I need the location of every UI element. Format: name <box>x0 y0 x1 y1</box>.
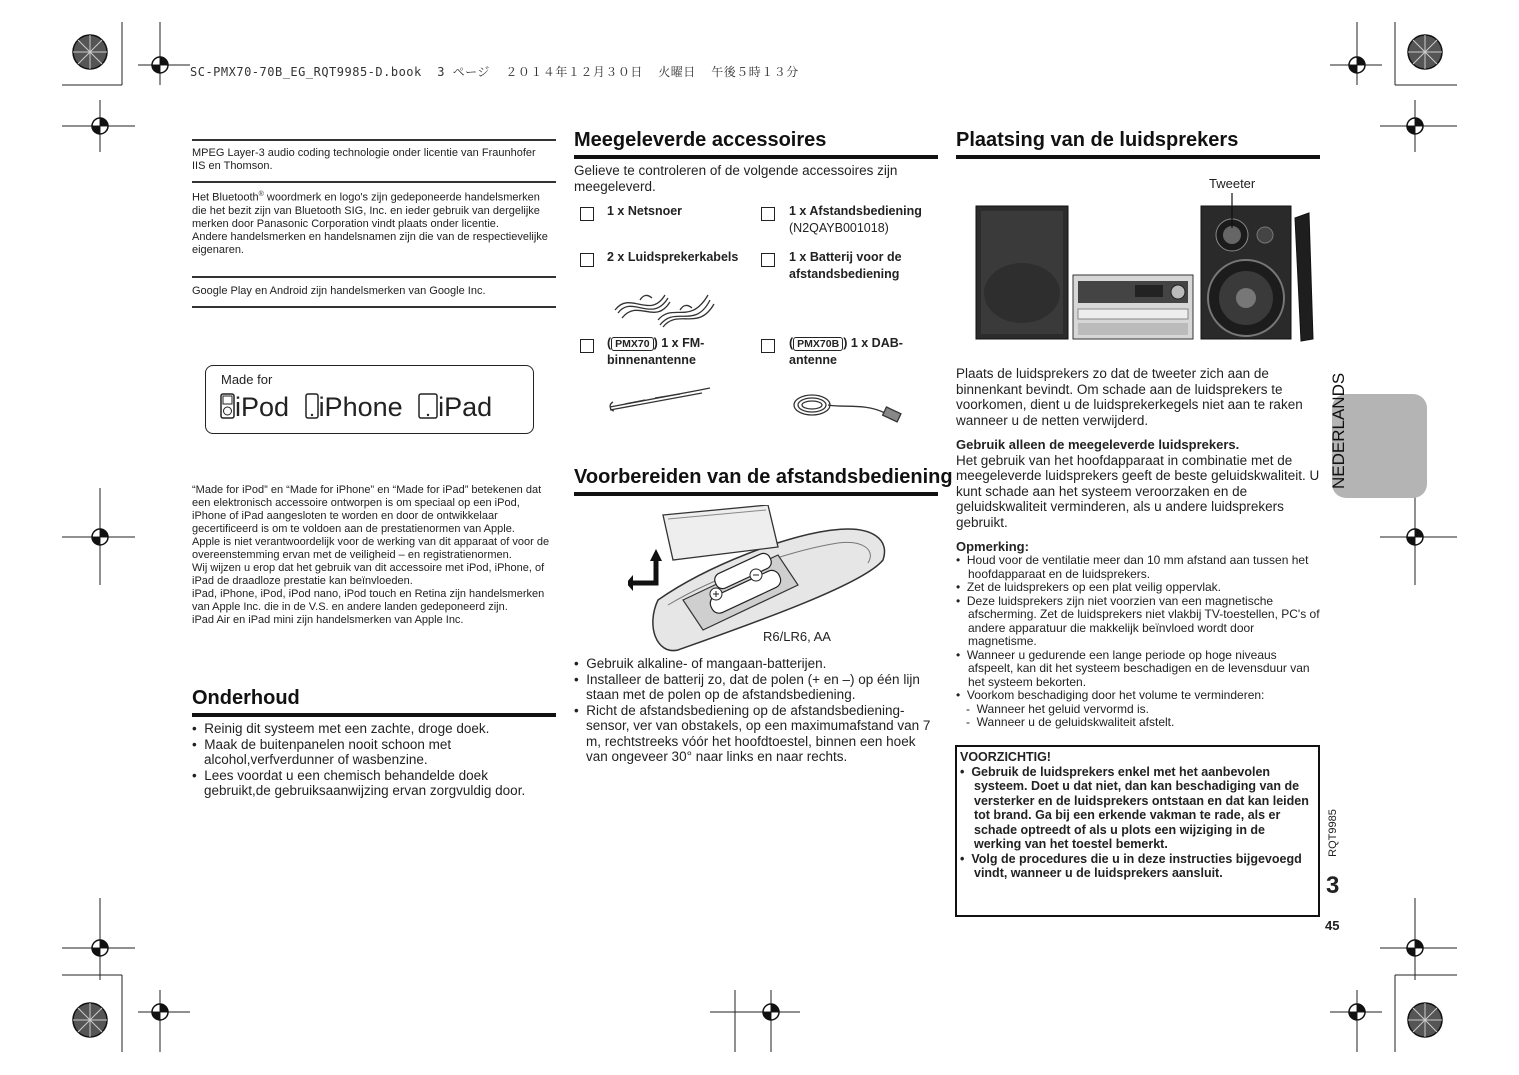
maintenance-heading: Onderhoud <box>192 687 300 709</box>
divider <box>192 139 556 141</box>
battery-type-label: R6/LR6, AA <box>763 629 831 644</box>
divider <box>192 181 556 183</box>
accessory-fm-antenna <box>607 335 704 369</box>
accessory-battery <box>789 249 902 283</box>
accessory-remote <box>789 203 922 237</box>
sub-list-item: - Wanneer u de geluidskwaliteit afstelt. <box>966 715 1175 729</box>
caution-title: VOORZICHTIG! <box>960 750 1051 764</box>
accessory-battery-line1: 1 x Batterij voor de <box>789 250 902 264</box>
fm-antenna-line2: binnenantenne <box>607 353 696 367</box>
divider <box>192 306 556 308</box>
mpeg-license-text: MPEG Layer-3 audio coding technologie onder licentie van Fraunhofer IIS en Thomson. <box>192 147 536 172</box>
bluetooth-trademark-text <box>192 188 554 257</box>
google-trademark-text: Google Play en Android zijn handelsmerken van Google Inc. <box>192 285 486 297</box>
heading-rule <box>956 155 1320 159</box>
checkbox-remote <box>761 207 775 221</box>
ipod-word: iPod <box>235 392 290 422</box>
checkbox-fm-antenna <box>580 339 594 353</box>
model-tag: PMX70 <box>611 337 653 351</box>
document-code: RQT9985 <box>1327 809 1339 857</box>
tweeter-label: Tweeter <box>1209 176 1256 191</box>
list-item: • Gebruik alkaline- of mangaan-batterijen. <box>574 656 827 671</box>
dab-antenna-line2: antenne <box>789 353 837 367</box>
caution-item: • Volg de procedures die u in deze instructies bijgevoegd vindt, wanneer u de luidsprekers aansluit. <box>960 851 1302 880</box>
dab-antenna-illustration <box>790 383 910 428</box>
fm-antenna-line1: ( PMX70 ) 1 x FM- <box>607 336 705 350</box>
iphone-icon <box>305 393 319 419</box>
list-item: • Reinig dit systeem met een zachte, droge doek. <box>192 721 490 736</box>
fm-antenna-illustration <box>605 382 715 417</box>
iphone-word: iPhone <box>318 392 403 422</box>
accessory-remote-name: 1 x Afstandsbediening <box>789 204 922 218</box>
bluetooth-text-start: Het Bluetooth <box>192 191 259 204</box>
accessory-netsnoer: 1 x Netsnoer <box>607 204 683 218</box>
accessories-heading: Meegeleverde accessoires <box>574 129 827 151</box>
paragraph: Wij wijzen u erop dat het gebruik van dit accessoire met iPod, iPhone, of iPad de draadloze prestatie kan beïnvloeden. <box>192 562 545 587</box>
apple-trademark-text <box>192 484 554 627</box>
supplied-speakers-text: Het gebruik van het hoofdapparaat in combinatie met de meegeleverde luidsprekers geeft de beste geluidskwaliteit. U kunt schade aan het systeem veroorzaken en de geluidskwaliteit verminderen, als u andere luidsprekers gebruikt. <box>956 452 1320 530</box>
paragraph: Apple is niet verantwoordelijk voor de werking van dit apparaat of voor de overeenstemming ervan met de veiligheid – en registratienormen. <box>192 536 550 561</box>
paragraph: “Made for iPod” en “Made for iPhone” en “Made for iPad” betekenen dat een elektronisch accessoire ontworpen is om speciaal op een iPod, iPhone of iPad aangesloten te worden en door de ontwikkelaar gecertificeerd is om te voldoen aan de prestatienormen van Apple. <box>192 484 542 535</box>
list-item: • Wanneer u gedurende een lange periode op hoge niveaus afspeelt, kan dit het systeem beschadigen en de levensduur van het systeem bekorten. <box>956 647 1310 689</box>
checkbox-netsnoer <box>580 207 594 221</box>
supplied-speakers-section <box>956 437 1320 530</box>
note-section <box>956 539 1320 730</box>
maintenance-list <box>192 721 556 799</box>
registered-mark: ® <box>258 191 264 198</box>
bluetooth-text-rest: woordmerk en logo's zijn gedeponeerde handelsmerken die het bezit zijn van Bluetooth SIG, Inc. en ieder gebruik van dergelijke merken door Panasonic Corporation vindt plaats onder licentie. <box>192 191 540 230</box>
accessories-intro: Gelieve te controleren of de volgende accessoires zijn meegeleverd. <box>574 163 898 194</box>
supplied-speakers-title: Gebruik alleen de meegeleverde luidsprekers. <box>956 437 1240 452</box>
dab-antenna-line1: ( PMX70B ) 1 x DAB- <box>789 336 903 350</box>
ipad-icon <box>418 393 438 419</box>
language-tab-label: NEDERLANDS <box>1329 372 1348 489</box>
heading-rule <box>574 155 938 159</box>
accessory-speaker-cables: 2 x Luidsprekerkabels <box>607 250 739 264</box>
chapter-number: 3 <box>1326 872 1340 899</box>
heading-rule <box>574 492 938 496</box>
remote-prep-heading: Voorbereiden van de afstandsbediening <box>574 466 953 488</box>
accessory-dab-antenna <box>789 335 903 369</box>
divider <box>192 276 556 278</box>
ipod-icon <box>220 393 235 419</box>
speaker-placement-heading: Plaatsing van de luidsprekers <box>956 129 1239 151</box>
list-item: • Maak de buitenpanelen nooit schoon met alcohol,verfverdunner of wasbenzine. <box>192 736 452 767</box>
accessory-remote-model: (N2QAYB001018) <box>789 221 889 235</box>
checkbox-speaker-cables <box>580 253 594 267</box>
remote-notes-list <box>574 656 938 765</box>
ipad-word: iPad <box>438 392 493 422</box>
list-item: • Houd voor de ventilatie meer dan 10 mm afstand aan tussen het hoofdapparaat en de luidsprekers. <box>956 553 1309 581</box>
list-item: • Zet de luidsprekers op een plat veilig oppervlak. <box>956 580 1222 594</box>
list-item: • Richt de afstandsbediening op de afstandsbediening-sensor, ver van obstakels, op een maximumafstand van 7 m, rechtstreeks vóór het hoofdtoestel, binnen een hoek van ongeveer 30° naar links en naar rechts. <box>574 702 931 764</box>
accessory-battery-line2: afstandsbediening <box>789 267 900 281</box>
other-trademarks-text: Andere handelsmerken en handelsnamen zijn die van de respectievelijke eigenaren. <box>192 230 548 256</box>
made-for-label: Made for <box>221 372 273 387</box>
checkbox-battery <box>761 253 775 267</box>
made-for-ipod-iphone-ipad-logo <box>205 365 534 434</box>
sub-list-item: - Wanneer het geluid vervormd is. <box>966 701 1149 716</box>
list-item: • Lees voordat u een chemisch behandelde doek gebruikt,de gebruiksaanwijzing ervan zorgvuldig door. <box>192 767 526 798</box>
note-title: Opmerking: <box>956 539 1029 554</box>
page-number: 45 <box>1325 918 1340 933</box>
caution-box <box>955 745 1320 917</box>
print-header: SC-PMX70-70B_EG_RQT9985-D.book 3 ページ ２０１４年１２月３０日 火曜日 午後５時１３分 <box>190 65 799 79</box>
mfi-products <box>220 392 492 423</box>
list-item: • Installeer de batterij zo, dat de polen (+ en –) op één lijn staan met de polen op de afstandsbediening. <box>574 671 920 702</box>
speaker-system-illustration <box>975 193 1320 343</box>
list-item: • Voorkom beschadiging door het volume te verminderen: <box>956 688 1265 702</box>
list-item: • Deze luidsprekers zijn niet voorzien van een magnetische afscherming. Zet de luidsprekers niet vlakbij TV-toestellen, PC's of andere apparatuur die makkelijk beïnvloed wordt door magnetisme. <box>956 593 1320 648</box>
caution-item: • Gebruik de luidsprekers enkel met het aanbevolen systeem. Doet u dat niet, dan kan beschadiging van de versterker en de luidsprekers ontstaan en dat kan leiden tot brand. Ga bij een erkende vakman te rade, als er schade optreedt of als u plots een wijziging in de werking van het toestel bemerkt. <box>960 764 1309 851</box>
paragraph: iPad, iPhone, iPod, iPod nano, iPod touch en Retina zijn handelsmerken van Apple Inc. die in de V.S. en andere landen gedeponeerd zijn. <box>192 588 545 613</box>
heading-rule <box>192 713 556 717</box>
checkbox-dab-antenna <box>761 339 775 353</box>
placement-text: Plaats de luidsprekers zo dat de tweeter zich aan de binnenkant bevindt. Om schade aan de luidsprekers te voorkomen, dient u de luidsprekerkegels niet aan te raken wanneer u de netten verwijderd. <box>956 366 1303 428</box>
paragraph: iPad Air en iPad mini zijn handelsmerken van Apple Inc. <box>192 614 464 626</box>
model-tag: PMX70B <box>793 337 843 351</box>
speaker-cables-illustration <box>610 280 720 330</box>
